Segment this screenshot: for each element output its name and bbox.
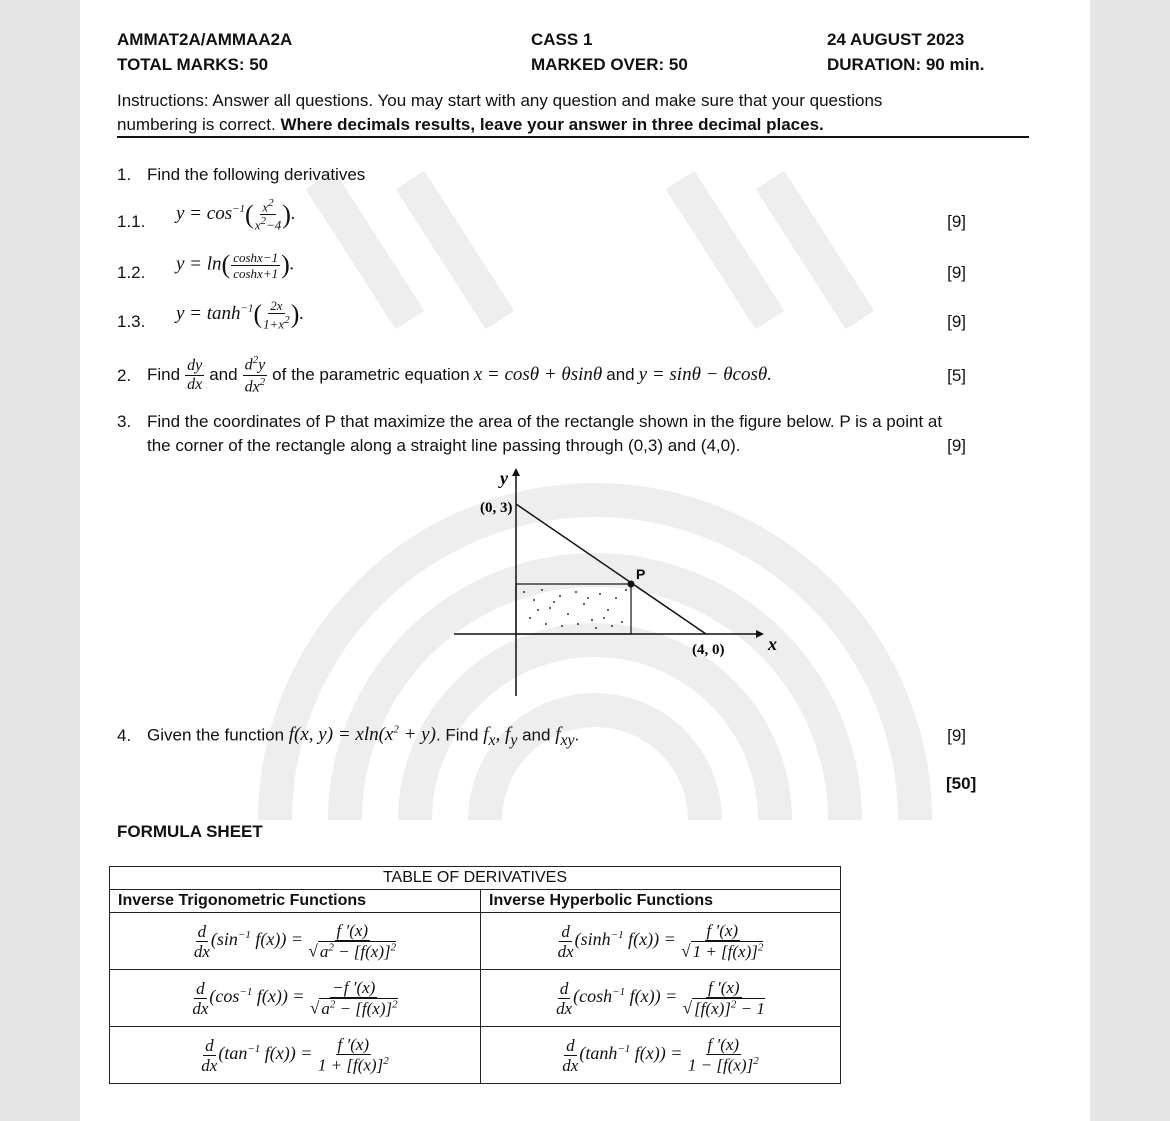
- y-axis-arrow: [512, 468, 520, 476]
- duration: DURATION: 90 min.: [827, 55, 985, 74]
- point-p-marker: [628, 581, 635, 588]
- q11-marks: [9]: [947, 212, 966, 231]
- q2-label: 2.: [117, 366, 132, 385]
- formula-arccosh: $\frac{d}{dx}$ ($\cosh^{-1}$ f(x)) = $\frac{f '(x)}{√ [f(x)]^2 - 1}$: [481, 970, 841, 1027]
- table-title-row: [110, 867, 841, 890]
- q4-partials: $f_x$, $f_y$: [483, 724, 518, 750]
- q12-label: 1.2.: [117, 263, 146, 282]
- q4-mixed-partial: $f_{xy}$: [555, 724, 575, 750]
- q4-label: 4.: [117, 726, 132, 745]
- formula-arctanh: $\frac{d}{dx}$ ($\tanh^{-1}$ f(x)) = $\frac{f '(x)}{1 - [f(x)]^2}$: [481, 1027, 841, 1084]
- q4-find: . Find: [435, 725, 479, 745]
- q2-rest: of the parametric equation: [272, 365, 470, 384]
- q11-equation: $y = \cos^{-1}$( $\frac{x^2}{x^2-4}$ ).: [176, 197, 296, 233]
- q3-line-1: Find the coordinates of P that maximize the area of the rectangle shown in the figure below. P is a point at: [147, 412, 943, 431]
- q4-and: and: [522, 725, 551, 745]
- formula-sheet-title: FORMULA SHEET: [117, 822, 263, 841]
- q13-label: 1.3.: [117, 312, 146, 331]
- instructions-normal: numbering is correct.: [117, 115, 276, 134]
- derivatives-table: [109, 866, 841, 1084]
- col-header-hyperbolic: Inverse Hyperbolic Functions: [481, 890, 841, 913]
- exam-date: 24 AUGUST 2023: [827, 30, 965, 49]
- q3-line-2: the corner of the rectangle along a straight line passing through (0,3) and (4,0).: [147, 436, 741, 455]
- q3-label: 3.: [117, 412, 132, 431]
- point-4-0-label: (4, 0): [692, 642, 725, 658]
- instructions-line-2: [117, 115, 824, 135]
- total-marks: TOTAL MARKS: 50: [117, 55, 269, 74]
- q2-equation-y: y = sinθ − θcosθ.: [638, 364, 772, 385]
- formula-arccos: $\frac{d}{dx}$ ($\cos^{-1}$ f(x)) = $\frac{-f '(x)}{√ a^2 - [f(x)]^2}$: [110, 970, 481, 1027]
- table-title: TABLE OF DERIVATIVES: [110, 867, 841, 890]
- point-0-3-label: (0, 3): [480, 500, 513, 516]
- q2-equation-x: x = cosθ + θsinθ: [473, 364, 603, 385]
- line-segment: [516, 504, 706, 634]
- q2-find: Find: [147, 365, 181, 384]
- q3-marks: [9]: [947, 436, 966, 455]
- table-header-row: [110, 890, 841, 913]
- formula-arctan: $\frac{d}{dx}$ ($\tan^{-1}$ f(x)) = $\frac{f '(x)}{1 + [f(x)]^2}$: [110, 1027, 481, 1084]
- shaded-rectangle: [516, 584, 631, 634]
- q12-marks: [9]: [947, 263, 966, 282]
- assessment-name: CASS 1: [531, 30, 593, 49]
- q4-function: f(x, $y) = xln(x^2 + y)$: [288, 724, 436, 746]
- q2-and-2: and: [606, 365, 635, 384]
- formula-arcsinh: $\frac{d}{dx}$ ($\sinh^{-1}$ f(x)) = $\frac{f '(x)}{√ 1 + [f(x)]^2}$: [481, 913, 841, 970]
- formula-arcsin: $\frac{d}{dx}$ ($\sin^{-1}$ f(x)) = $\frac{f '(x)}{√ a^2 - [f(x)]^2}$: [110, 913, 481, 970]
- marked-over: MARKED OVER: 50: [531, 55, 688, 74]
- q2-text: [147, 350, 772, 400]
- q13-equation: $y = \tanh^{-1}$( $\frac{2x}{1+x^2}$ ).: [176, 298, 305, 332]
- q2-dy-dx: $\frac{dy}{dx}$: [187, 356, 203, 393]
- x-axis-label: x: [768, 634, 777, 654]
- q2-d2y-dx2: $\frac{d^2y}{dx^2}$: [244, 354, 266, 395]
- q4-intro: Given the function: [147, 725, 285, 745]
- point-p-label: P: [636, 566, 646, 582]
- q13-marks: [9]: [947, 312, 966, 331]
- q1-text: Find the following derivatives: [147, 165, 366, 184]
- table-row: [110, 970, 841, 1027]
- q12-equation: y = ln( $\frac{\cosh x-1}{\cosh x+1}$ ).: [176, 249, 295, 281]
- y-axis-label: y: [500, 468, 508, 488]
- instructions-line-1: Instructions: Answer all questions. You may start with any question and make sure that your questions: [117, 91, 883, 110]
- q4-marks: [9]: [947, 726, 966, 745]
- rectangle-figure: [450, 462, 790, 702]
- exam-page: [80, 0, 1090, 1121]
- table-row: [110, 1027, 841, 1084]
- q4-text: Given the function f(x, $y) = xln(x^2 + y)$. Find $f_x$, $f_y$ and $f_{xy}$.: [147, 724, 580, 750]
- x-axis-arrow: [756, 630, 764, 638]
- q1-label: 1.: [117, 165, 132, 184]
- instructions-bold: Where decimals results, leave your answer in three decimal places.: [280, 115, 824, 134]
- q2-and: and: [209, 365, 238, 384]
- header-divider: [117, 136, 1029, 138]
- table-row: [110, 913, 841, 970]
- col-header-trig: Inverse Trigonometric Functions: [110, 890, 481, 913]
- total-marks-bracket: [50]: [946, 774, 977, 793]
- q11-label: 1.1.: [117, 212, 146, 231]
- q2-marks: [5]: [947, 366, 966, 385]
- course-code: AMMAT2A/AMMAA2A: [117, 30, 293, 49]
- rectangle-shading: [523, 589, 627, 629]
